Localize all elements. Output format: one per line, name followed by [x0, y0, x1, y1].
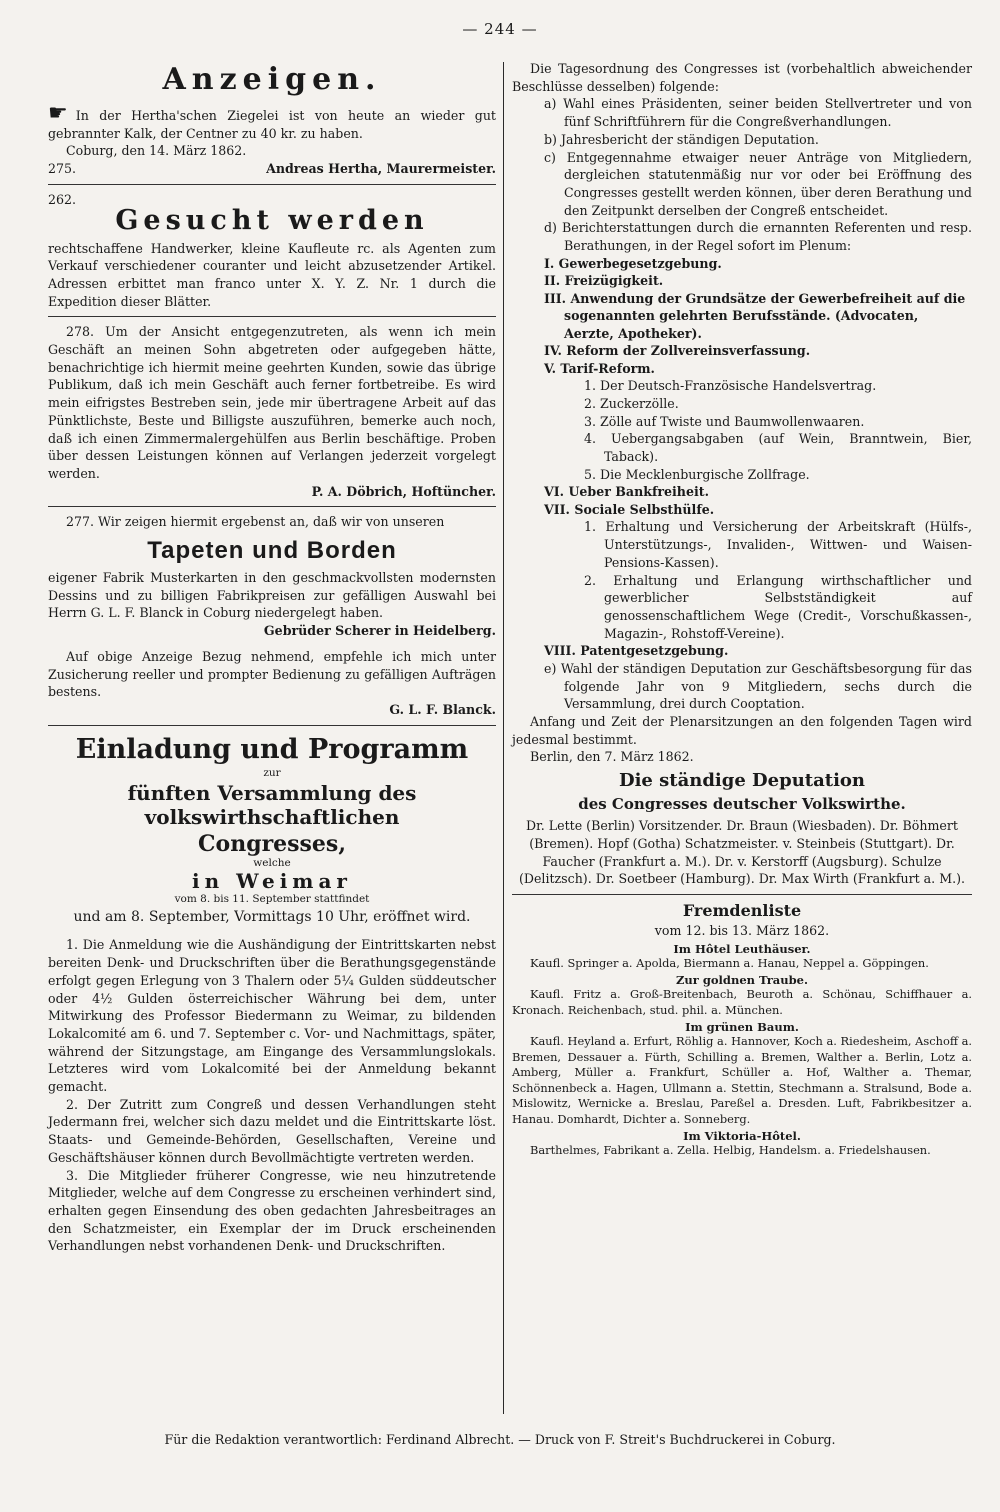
hotel-heading: Im Hôtel Leuthäuser.	[673, 941, 811, 956]
program-welche: welche	[253, 856, 291, 869]
agenda-section: III. Anwendung der Grundsätze der Gewerbefreiheit auf die sogenannten gelehrten Berufsstände. (Advocaten, Aerzte, Apotheker).	[544, 290, 966, 341]
ad-hertha-date: Coburg, den 14. März 1862.	[66, 143, 247, 159]
program-paragraph-3: 3. Die Mitglieder früherer Congresse, wie neu hinzutretende Mitglieder, welche auf dem Congresse zu erscheinen verhindert sind, erhalten gegen Einsendung des oben gedachten Jahresbeitrages an den Schatzmeister, ein Exemplar der im Druck erscheinenden Verhandlungen nebst vorhandenen Denk- und Druckschriften.	[48, 1167, 496, 1254]
social-list	[512, 518, 972, 642]
guest-list: Kaufl. Heyland a. Erfurt, Röhlig a. Hannover, Koch a. Riedesheim, Aschoff a. Bremen, Dessauer a. Fürth, Schilling a. Bremen, Walther a. Berlin, Lotz a. Amberg, Müller a. Frankfurt, Schüller a. Hof, Walther a. Themar, Schönnenbeck a. Hagen, Ullmann a. Stettin, Stechmann a. Stralsund, Bode a. Mislowitz, Wernicke a. Breslau, Pareßel a. Dresden. Luft, Fabrikbesitzer a. Hanau. Domhardt, Dichter a. Sonneberg.	[512, 1034, 972, 1126]
agenda-item: b) Jahresbericht der ständigen Deputation.	[544, 131, 819, 147]
ad-tapeten-title: Tapeten und Borden	[147, 537, 397, 565]
tarif-item: 4. Uebergangsabgaben (auf Wein, Branntwein, Bier, Taback).	[584, 431, 972, 465]
agenda-section: IV. Reform der Zollvereinsverfassung.	[544, 343, 811, 359]
divider	[512, 894, 972, 895]
ad-gesucht-text: rechtschaffene Handwerker, kleine Kaufleute rc. als Agenten zum Verkauf verschiedener couranter und leicht abzusetzender Artikel. Adressen erbittet man franco unter X. Y. Z. Nr. 1 durch die Expedition dieser Blätter.	[48, 240, 496, 309]
ad-tapeten-text: eigener Fabrik Musterkarten in den geschmackvollsten modernsten Dessins und zu billigen Fabrikpreisen zur gefälligen Auswahl bei Herrn G. L. F. Blanck in Coburg niedergelegt haben.	[48, 570, 496, 621]
agenda-section: VII. Sociale Selbsthülfe.	[544, 501, 715, 517]
program-line1: fünften Versammlung des volkswirthschaftlichen	[127, 780, 417, 829]
program-title: Einladung und Programm	[75, 733, 469, 765]
ad-doebrich-text: 278. Um der Ansicht entgegenzutreten, als wenn ich mein Geschäft an meinen Sohn abgetreten oder aufgegeben hätte, benachrichtige ich hiermit meine geehrten Kunden, sowie das übrige Publikum, daß ich mein Geschäft auch ferner fortbetreibe. Es wird mein eifrigstes Bestreben sein, jede mir übertragene Arbeit auf das Pünktlichste, Beste und Billigste auszuführen, bemerke auch noch, daß ich einen Zimmermalergehülfen aus Berlin beschäftige. Proben über dessen Leistungen können auf Verlangen jederzeit vorgelegt werden.	[48, 324, 496, 481]
ad-hertha-signature: Andreas Hertha, Maurermeister.	[266, 161, 496, 177]
social-item: 2. Erhaltung und Erlangung wirthschaftlicher und gewerblicher Selbstständigkeit auf genossenschaftlichem Wege (Credit-, Vorschußkassen-, Magazin-, Rohstoff-Vereine).	[584, 572, 972, 641]
pointing-hand-icon: ☛	[48, 101, 68, 126]
deputation-members: Dr. Lette (Berlin) Vorsitzender. Dr. Braun (Wiesbaden). Dr. Böhmert (Bremen). Hopf (Gotha) Schatzmeister. v. Steinbeis (Stuttgart). Dr. Faucher (Frankfurt a. M.). Dr. v. Kerstorff (Augsburg). Schulze (Delitzsch). Dr. Soetbeer (Hamburg). Dr. Max Wirth (Frankfurt a. M.).	[518, 818, 966, 887]
ad-gesucht-title: Gesucht werden	[115, 204, 429, 236]
fremdenliste-dates: vom 12. bis 13. März 1862.	[654, 922, 830, 938]
ad-number: 275.	[48, 161, 77, 177]
agenda-intro: Die Tagesordnung des Congresses ist (vorbehaltlich abweichender Beschlüsse desselben) folgende:	[512, 61, 972, 94]
ad-number: 262.	[48, 191, 77, 207]
program-paragraph-2: 2. Der Zutritt zum Congreß und dessen Verhandlungen steht Jedermann frei, welcher sich dazu meldet und die Eintrittskarte löst. Staats- und Gemeinde-Behörden, Gesellschaften, Vereine und Geschäftshäuser können durch Bevollmächtigte vertreten werden.	[48, 1096, 496, 1165]
guest-list: Barthelmes, Fabrikant a. Zella. Helbig, Handelsm. a. Friedelshausen.	[530, 1143, 931, 1158]
deputation-title: Die ständige Deputation	[618, 770, 866, 792]
agenda-items	[512, 95, 972, 254]
program-dates: vom 8. bis 11. September stattfindet	[174, 892, 370, 905]
page-number: — 244 —	[462, 20, 538, 38]
agenda-note: Anfang und Zeit der Plenarsitzungen an den folgenden Tagen wird jedesmal bestimmt.	[512, 713, 972, 747]
guest-list: Kaufl. Springer a. Apolda, Biermann a. Hanau, Neppel a. Göppingen.	[530, 955, 929, 970]
tarif-item: 1. Der Deutsch-Französische Handelsvertrag.	[584, 378, 877, 394]
imprint-footer: Für die Redaktion verantwortlich: Ferdinand Albrecht. — Druck von F. Streit's Buchdruckerei in Coburg.	[164, 1432, 836, 1447]
agenda-item: a) Wahl eines Präsidenten, seiner beiden Stellvertreter und von fünf Schriftführern für die Congreßverhandlungen.	[544, 96, 972, 130]
divider	[48, 725, 496, 726]
guest-list: Kaufl. Fritz a. Groß-Breitenbach, Beuroth a. Schönau, Schiffhauer a. Kronach. Reichenbach, stud. phil. a. München.	[512, 987, 972, 1017]
divider	[48, 316, 496, 317]
agenda-date: Berlin, den 7. März 1862.	[530, 749, 694, 765]
tarif-item: 3. Zölle auf Twiste und Baumwollenwaaren.	[584, 413, 865, 429]
ad-hertha	[48, 101, 496, 142]
tarif-list	[512, 377, 972, 483]
ad-hertha-text: In der Hertha'schen Ziegelei ist von heute an wieder gut gebrannter Kalk, der Centner zu 40 kr. zu haben.	[48, 108, 496, 141]
right-column	[512, 60, 972, 1159]
ad-blanck-text: Auf obige Anzeige Bezug nehmend, empfehle ich mich unter Zusicherung reeller und prompter Bedienung zu gefälligen Aufträgen bestens.	[48, 648, 496, 700]
program-open: und am 8. September, Vormittags 10 Uhr, eröffnet wird.	[73, 908, 471, 925]
agenda-section: V. Tarif-Reform.	[544, 360, 655, 376]
agenda-section: VIII. Patentgesetzgebung.	[544, 643, 729, 659]
tarif-item: 2. Zuckerzölle.	[584, 395, 679, 411]
agenda-item: c) Entgegennahme etwaiger neuer Anträge von Mitgliedern, dergleichen statutenmäßig nur vor oder bei Eröffnung des Congresses gestellt werden können, über deren Berathung und den Zeitpunkt derselben der Congreß entscheidet.	[544, 149, 972, 218]
agenda-item: e) Wahl der ständigen Deputation zur Geschäftsbesorgung für das folgende Jahr von 9 Mitgliedern, sechs durch die Versammlung, drei durch Cooptation.	[544, 660, 972, 712]
ad-hertha-signature-line	[48, 160, 496, 178]
divider	[48, 506, 496, 507]
ad-blanck-signature: G. L. F. Blanck.	[389, 701, 496, 717]
program-line2: Congresses,	[198, 830, 346, 857]
agenda-section: II. Freizügigkeit.	[544, 273, 664, 289]
hotel-heading: Zur goldnen Traube.	[676, 973, 808, 988]
program-weimar: in Weimar	[192, 868, 352, 893]
agenda-section: VI. Ueber Bankfreiheit.	[544, 484, 709, 500]
social-item: 1. Erhaltung und Versicherung der Arbeitskraft (Hülfs-, Unterstützungs-, Invaliden-, Wittwen- und Waisen-Pensions-Kassen).	[584, 519, 972, 570]
divider	[48, 184, 496, 185]
fremdenliste-title: Fremdenliste	[682, 900, 802, 920]
section-heading-anzeigen: Anzeigen.	[162, 62, 382, 97]
column-divider	[503, 62, 504, 1414]
agenda-item: d) Berichterstattungen durch die ernannten Referenten und resp. Berathungen, in der Regel sofort im Plenum:	[544, 220, 972, 254]
agenda-sections	[512, 255, 972, 378]
deputation-subtitle: des Congresses deutscher Volkswirthe.	[578, 795, 906, 814]
left-column	[48, 60, 496, 1255]
ad-doebrich-signature: P. A. Döbrich, Hoftüncher.	[311, 483, 496, 499]
program-zur: zur	[263, 766, 281, 779]
program-paragraph-1: 1. Die Anmeldung wie die Aushändigung der Eintrittskarten nebst bereiten Denk- und Druckschriften über die Berathungsgegenstände erfolgt gegen Erlegung von 3 Thalern oder 5¼ Gulden süddeutscher oder 4½ Gulden österreichischer Währung bei dem, unter Mitwirkung des Professor Biedermann zu Weimar, zu bildenden Lokalcomité am 6. und 7. September c. Vor- und Nachmittags, später, während der Sitzungstage, am Eingange des Versammlungslokals. Letzteres wird vom Lokalcomité bei der Anmeldung bekannt gemacht.	[48, 937, 496, 1095]
tarif-item: 5. Die Mecklenburgische Zollfrage.	[584, 466, 810, 482]
ad-tapeten-intro: 277. Wir zeigen hiermit ergebenst an, daß wir von unseren	[66, 514, 445, 530]
hotel-heading: Im grünen Baum.	[685, 1020, 799, 1035]
agenda-section: I. Gewerbegesetzgebung.	[544, 255, 722, 271]
ad-tapeten-signature: Gebrüder Scherer in Heidelberg.	[263, 623, 496, 639]
hotel-heading: Im Viktoria-Hôtel.	[683, 1129, 801, 1144]
